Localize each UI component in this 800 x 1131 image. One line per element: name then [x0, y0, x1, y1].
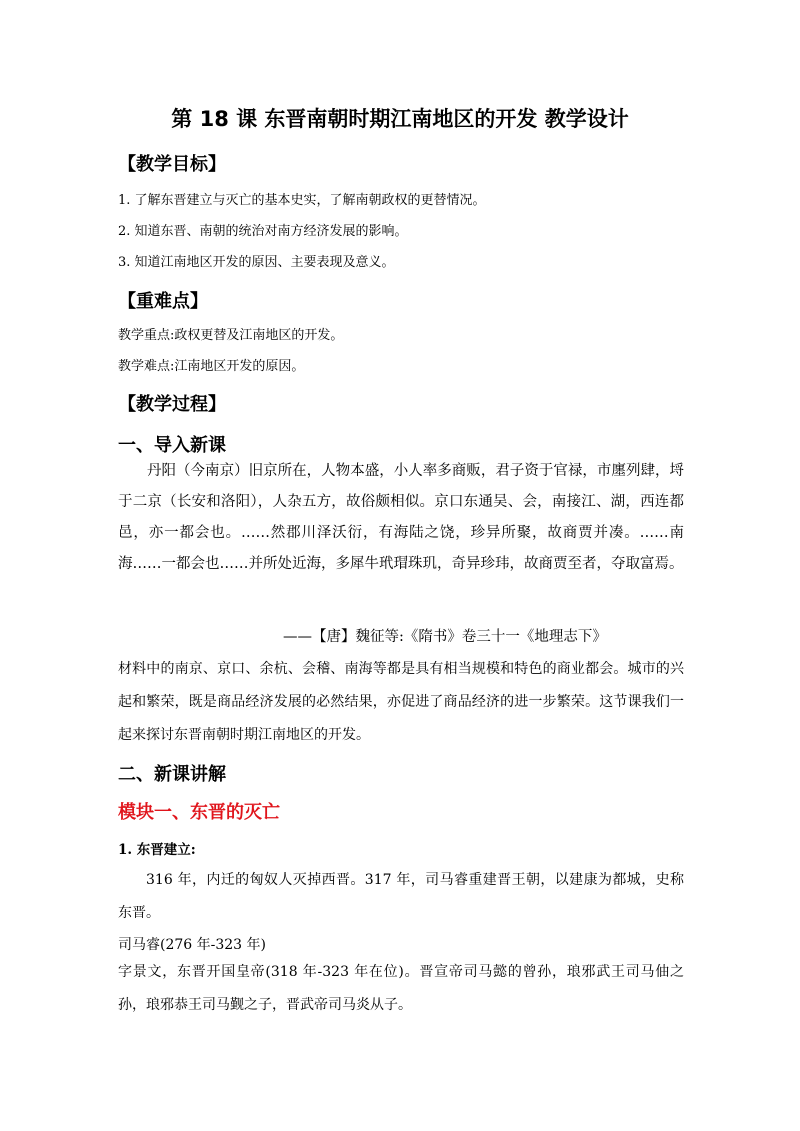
key-points-heading: 【重难点】: [118, 291, 208, 312]
objective-item: 3. 知道江南地区开发的原因、主要表现及意义。: [118, 255, 395, 270]
intro-explanation: 材料中的南京、京口、余杭、会稽、南海等都是具有相当规模和特色的商业都会。城市的兴起和繁荣，既是商品经济发展的必然结果，亦促进了商品经济的进一步繁荣。这节课我们一起来探讨东晋南朝时期江南地区的开发。: [118, 661, 684, 743]
historical-quote: 丹阳（今南京）旧京所在，人物本盛，小人率多商贩，君子资于官禄，市廛列肆，埒于二京（长安和洛阳），人杂五方，故俗颇相似。京口东通吴、会，南接江、湖，西连都邑，亦一都会也。……然郡川泽沃衍，有海陆之饶，珍异所聚，故商贾并凑。……南海……一都会也……并所处近海，多犀牛玳瑁珠玑，奇异珍玮，故商贾至者，夺取富焉。: [118, 463, 684, 572]
key-point-item: 教学重点:政权更替及江南地区的开发。: [118, 328, 344, 343]
process-heading: 【教学过程】: [118, 394, 226, 415]
eastern-jin-founding-text: 316 年，内迁的匈奴人灭掉西晋。317 年，司马睿重建晋王朝，以建康为都城，史称东晋。: [118, 872, 684, 921]
objective-item: 1. 了解东晋建立与灭亡的基本史实，了解南朝政权的更替情况。: [118, 193, 486, 208]
key-point-item: 教学难点:江南地区开发的原因。: [118, 359, 305, 374]
objectives-heading: 【教学目标】: [118, 154, 226, 175]
objective-item: 2. 知道东晋、南朝的统治对南方经济发展的影响。: [118, 224, 408, 239]
quote-source: ——【唐】魏征等:《隋书》卷三十一《地理志下》: [283, 629, 607, 645]
section-heading-lecture: 二、新课讲解: [118, 764, 226, 785]
subsection-heading: 1. 东晋建立:: [118, 842, 196, 858]
section-heading-intro: 一、导入新课: [118, 435, 226, 456]
module-heading: 模块一、东晋的灭亡: [118, 802, 280, 823]
person-name: 司马睿(276 年-323 年): [118, 937, 266, 953]
person-description: 字景文，东晋开国皇帝(318 年-323 年在位)。晋宣帝司马懿的曾孙，琅邪武王司马伷之孙，琅邪恭王司马觐之子，晋武帝司马炎从子。: [118, 964, 684, 1013]
page-title: 第 18 课 东晋南朝时期江南地区的开发 教学设计: [171, 107, 629, 131]
